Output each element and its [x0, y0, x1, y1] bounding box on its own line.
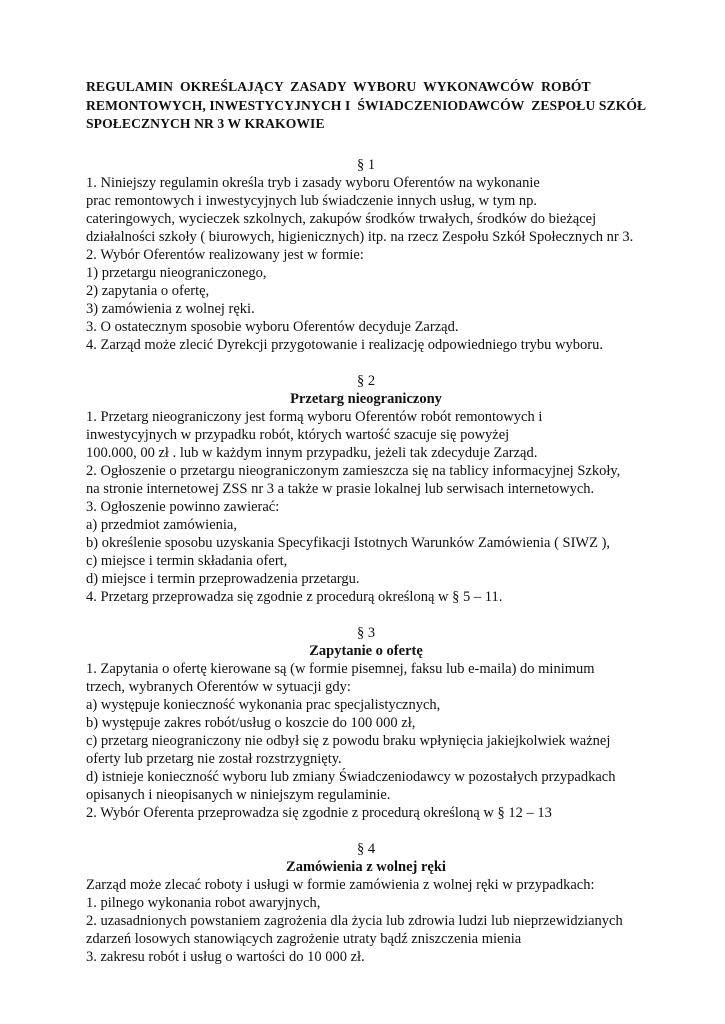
paragraph-line: prac remontowych i inwestycyjnych lub świadczenie innych usług, w tym np. — [86, 192, 538, 209]
paragraph-line: 1. pilnego wykonania robot awaryjnych, — [86, 894, 321, 911]
section-number: § 4 — [356, 840, 376, 857]
paragraph-line: oferty lub przetarg nie został rozstrzygnięty. — [86, 750, 342, 767]
paragraph-line: 100.000, 00 zł . lub w każdym innym przypadku, jeżeli tak zdecyduje Zarząd. — [86, 444, 538, 461]
paragraph-line: 2) zapytania o ofertę, — [86, 282, 210, 299]
section-number: § 2 — [356, 372, 376, 389]
paragraph-line: c) przetarg nieograniczony nie odbył się z powodu braku wpłynięcia jakiejkolwiek ważnej — [86, 732, 611, 749]
section-4 — [86, 840, 646, 966]
paragraph-line: 2. Wybór Oferenta przeprowadza się zgodnie z procedurą określoną w § 12 – 13 — [86, 804, 552, 821]
paragraph-line: b) występuje zakres robót/usług o koszcie do 100 000 zł, — [86, 714, 416, 731]
paragraph-line: 4. Zarząd może zlecić Dyrekcji przygotowanie i realizację odpowiedniego trybu wyboru. — [86, 336, 603, 353]
section-spacer — [86, 822, 646, 840]
section-2 — [86, 372, 646, 606]
paragraph-line: 3. O ostatecznym sposobie wyboru Oferentów decyduje Zarząd. — [86, 318, 459, 335]
paragraph-line: 3. Ogłoszenie powinno zawierać: — [86, 498, 280, 515]
paragraph-line: 2. Wybór Oferentów realizowany jest w formie: — [86, 246, 364, 263]
paragraph-line: Zarząd może zlecać roboty i usługi w formie zamówienia z wolnej ręki w przypadkach: — [86, 876, 595, 893]
paragraph-line: trzech, wybranych Oferentów w sytuacji gdy: — [86, 678, 351, 695]
paragraph-line: zdarzeń losowych stanowiących zagrożenie utraty bądź zniszczenia mienia — [86, 930, 522, 947]
paragraph-line: c) miejsce i termin składania ofert, — [86, 552, 288, 569]
paragraph-line: cateringowych, wycieczek szkolnych, zakupów środków trwałych, środków do bieżącej — [86, 210, 597, 227]
section-3 — [86, 624, 646, 822]
section-1 — [86, 156, 646, 354]
paragraph-line: a) przedmiot zamówienia, — [86, 516, 237, 533]
section-spacer — [86, 606, 646, 624]
paragraph-line: 4. Przetarg przeprowadza się zgodnie z procedurą określoną w § 5 – 11. — [86, 588, 503, 605]
section-number: § 3 — [356, 624, 376, 641]
paragraph-line: 3) zamówienia z wolnej ręki. — [86, 300, 255, 317]
section-spacer — [86, 354, 646, 372]
section-heading: Zamówienia z wolnej ręki — [286, 858, 446, 875]
section-heading: Przetarg nieograniczony — [290, 390, 442, 407]
paragraph-line: 2. Ogłoszenie o przetargu nieograniczonym zamieszcza się na tablicy informacyjnej Szkoły, — [86, 462, 621, 479]
title-line: SPOŁECZNYCH NR 3 W KRAKOWIE — [86, 116, 325, 131]
paragraph-line: inwestycyjnych w przypadku robót, których wartość szacuje się powyżej — [86, 426, 510, 443]
paragraph-line: działalności szkoły ( biurowych, higienicznych) itp. na rzecz Zespołu Szkół Społecznych nr 3. — [86, 228, 634, 245]
paragraph-line: d) istnieje konieczność wyboru lub zmiany Świadczeniodawcy w pozostałych przypadkach — [86, 768, 616, 785]
document-page — [86, 78, 646, 966]
paragraph-line: b) określenie sposobu uzyskania Specyfikacji Istotnych Warunków Zamówienia ( SIWZ ), — [86, 534, 611, 551]
title-line: REGULAMIN OKREŚLAJĄCY ZASADY WYBORU WYKONAWCÓW ROBÓT — [86, 79, 591, 94]
section-heading: Zapytanie o ofertę — [309, 642, 423, 659]
paragraph-line: 2. uzasadnionych powstaniem zagrożenia dla życia lub zdrowia ludzi lub nieprzewidzianych — [86, 912, 623, 929]
paragraph-line: na stronie internetowej ZSS nr 3 a także w prasie lokalnej lub serwisach internetowych. — [86, 480, 595, 497]
paragraph-line: 1. Niniejszy regulamin określa tryb i zasady wyboru Oferentów na wykonanie — [86, 174, 540, 191]
section-number: § 1 — [356, 156, 376, 173]
paragraph-line: a) występuje konieczność wykonania prac specjalistycznych, — [86, 696, 441, 713]
paragraph-line: 3. zakresu robót i usług o wartości do 10 000 zł. — [86, 948, 365, 965]
paragraph-line: 1. Przetarg nieograniczony jest formą wyboru Oferentów robót remontowych i — [86, 408, 543, 425]
title-line: REMONTOWYCH, INWESTYCYJNYCH I ŚWIADCZENIODAWCÓW ZESPOŁU SZKÓŁ — [86, 97, 647, 113]
paragraph-line: d) miejsce i termin przeprowadzenia przetargu. — [86, 570, 360, 587]
paragraph-line: opisanych i nieopisanych w niniejszym regulaminie. — [86, 786, 391, 803]
paragraph-line: 1. Zapytania o ofertę kierowane są (w formie pisemnej, faksu lub e-maila) do minimum — [86, 660, 595, 677]
document-title — [86, 78, 646, 134]
paragraph-line: 1) przetargu nieograniczonego, — [86, 264, 267, 281]
